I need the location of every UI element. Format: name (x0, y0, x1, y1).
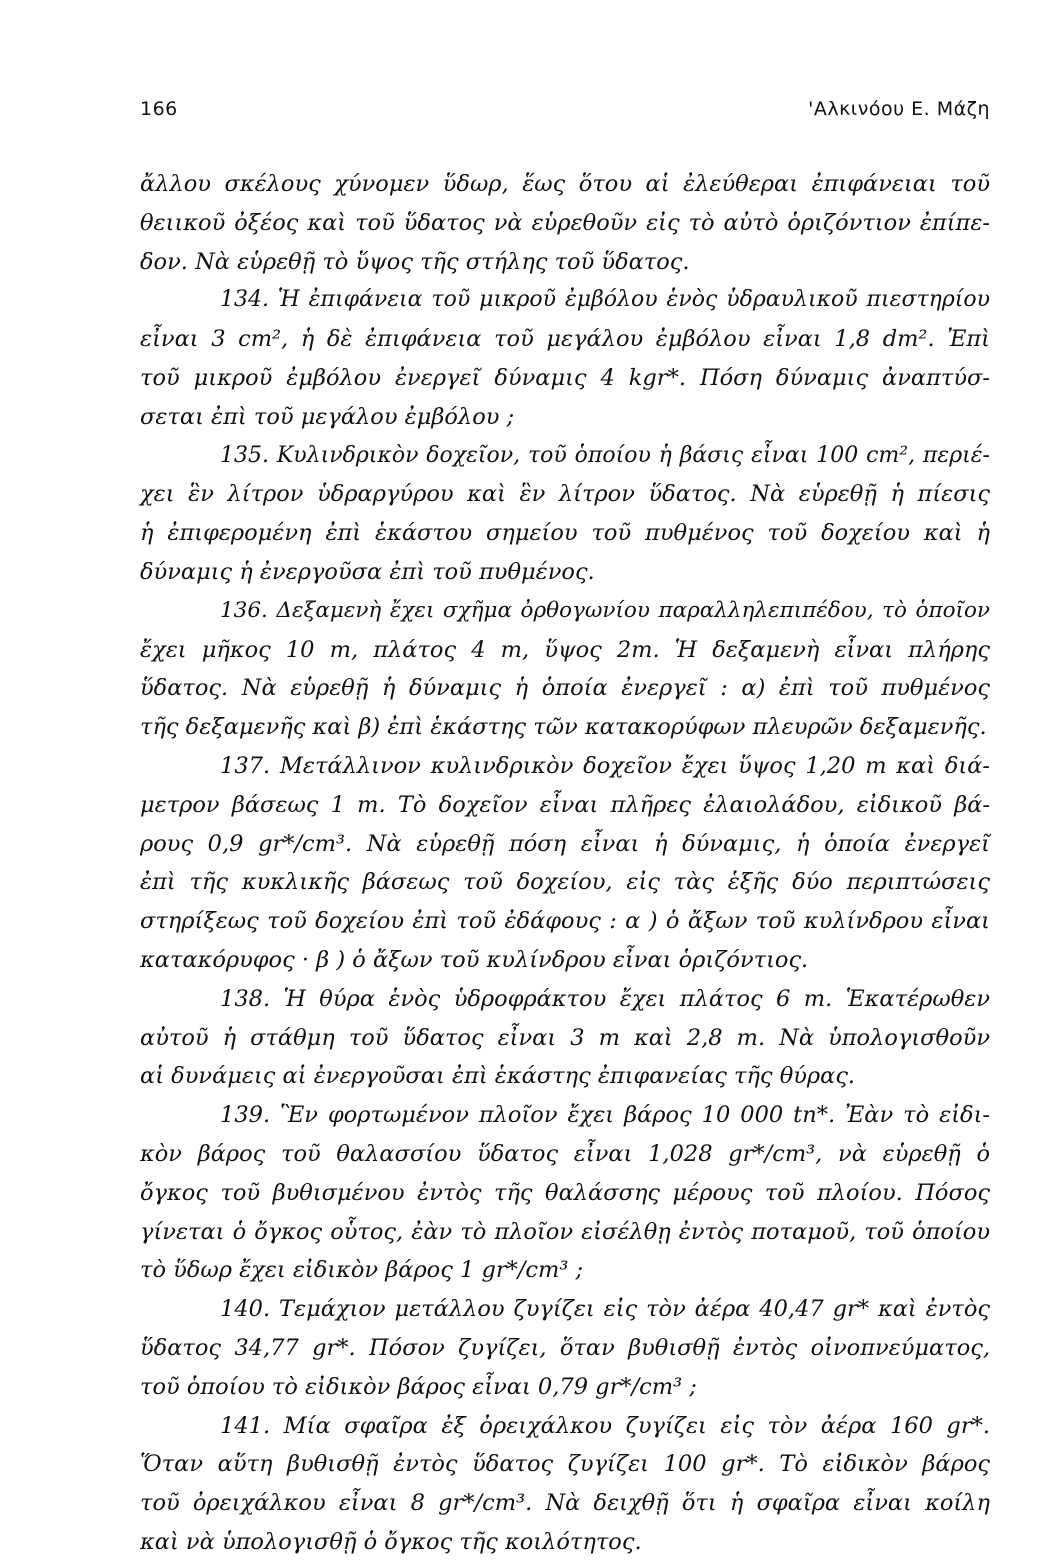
text-line: αἱ δυνάμεις αἱ ἐνεργοῦσαι ἐπὶ ἑκάστης ἐπιφανείας τῆς θύρας. (140, 1063, 856, 1090)
text-line: 137. Μετάλλινον κυλινδρικὸν δοχεῖον ἔχει ὕψος 1,20 m καὶ διά- (220, 752, 990, 779)
text-line: δον. Νὰ εὑρεθῇ τὸ ὕψος τῆς στήλης τοῦ ὕδατος. (140, 248, 690, 275)
text-line: τοῦ μικροῦ ἐμβόλου ἐνεργεῖ δύναμις 4 kgr*. Πόση δύναμις ἀναπτύσ- (140, 364, 990, 391)
text-line: τοῦ ὁποίου τὸ εἰδικὸν βάρος εἶναι 0,79 gr*/cm³ ; (140, 1373, 697, 1400)
text-line: 140. Τεμάχιον μετάλλου ζυγίζει εἰς τὸν ἀέρα 40,47 gr* καὶ ἐντὸς (220, 1296, 990, 1323)
text-line: 136. Δεξαμενὴ ἔχει σχῆμα ὀρθογωνίου παραλληλεπιπέδου, τὸ ὁποῖον (220, 597, 990, 623)
text-line: μετρον βάσεως 1 m. Τὸ δοχεῖον εἶναι πλῆρες ἐλαιολάδου, εἰδικοῦ βά- (140, 791, 990, 818)
text-line: στηρίξεως τοῦ δοχείου ἐπὶ τοῦ ἐδάφους : α ) ὁ ἄξων τοῦ κυλίνδρου εἶναι (140, 908, 990, 935)
text-line: 139. Ἓν φορτωμένον πλοῖον ἔχει βάρος 10 000 tn*. Ἐὰν τὸ εἰδι- (220, 1102, 990, 1129)
text-line: τῆς δεξαμενῆς καὶ β) ἐπὶ ἑκάστης τῶν κατακορύφων πλευρῶν δεξαμενῆς. (140, 714, 987, 741)
text-line: αὐτοῦ ἡ στάθμη τοῦ ὕδατος εἶναι 3 m καὶ 2,8 m. Νὰ ὑπολογισθοῦν (140, 1024, 990, 1051)
text-line: κατακόρυφος · β ) ὁ ἄξων τοῦ κυλίνδρου εἶναι ὁριζόντιος. (140, 946, 809, 973)
text-line: 141. Μία σφαῖρα ἐξ ὀρειχάλκου ζυγίζει εἰς τὸν ἀέρα 160 gr*. (220, 1412, 990, 1439)
running-title: 'Αλκινόου Ε. Μάζη (808, 98, 990, 120)
text-line: θειικοῦ ὀξέος καὶ τοῦ ὕδατος νὰ εὑρεθοῦν εἰς τὸ αὐτὸ ὁριζόντιον ἐπίπε- (140, 209, 990, 236)
text-line: 134. Ἡ ἐπιφάνεια τοῦ μικροῦ ἐμβόλου ἑνὸς ὑδραυλικοῦ πιεστηρίου (220, 287, 990, 313)
text-line: ἐπὶ τῆς κυκλικῆς βάσεως τοῦ δοχείου, εἰς τὰς ἑξῆς δύο περιπτώσεις (140, 869, 990, 896)
text-line: Ὅταν αὕτη βυθισθῇ ἐντὸς ὕδατος ζυγίζει 100 gr*. Τὸ εἰδικὸν βάρος (140, 1451, 990, 1478)
text-line: σεται ἐπὶ τοῦ μεγάλου ἐμβόλου ; (140, 403, 515, 430)
text-line: ἄλλου σκέλους χύνομεν ὕδωρ, ἕως ὅτου αἱ ἐλεύθεραι ἐπιφάνειαι τοῦ (140, 171, 990, 197)
page-number: 166 (140, 98, 178, 120)
text-line: ἡ ἐπιφερομένη ἐπὶ ἑκάστου σημείου τοῦ πυθμένος τοῦ δοχείου καὶ ἡ (140, 520, 990, 547)
text-line: κὸν βάρος τοῦ θαλασσίου ὕδατος εἶναι 1,028 gr*/cm³, νὰ εὑρεθῇ ὁ (140, 1140, 990, 1167)
text-line: γίνεται ὁ ὄγκος οὗτος, ἐὰν τὸ πλοῖον εἰσέλθῃ ἐντὸς ποταμοῦ, τοῦ ὁποίου (140, 1218, 990, 1245)
text-line: χει ἓν λίτρον ὑδραργύρου καὶ ἓν λίτρον ὕδατος. Νὰ εὑρεθῇ ἡ πίεσις (140, 481, 990, 508)
text-line: 138. Ἡ θύρα ἑνὸς ὑδροφράκτου ἔχει πλάτος 6 m. Ἑκατέρωθεν (220, 985, 990, 1012)
text-line: 135. Κυλινδρικὸν δοχεῖον, τοῦ ὁποίου ἡ βάσις εἶναι 100 cm², περιέ- (220, 442, 990, 468)
text-line: εἶναι 3 cm², ἡ δὲ ἐπιφάνεια τοῦ μεγάλου ἐμβόλου εἶναι 1,8 dm². Ἐπὶ (140, 326, 990, 353)
exercise-text (140, 165, 990, 1562)
text-line: καὶ νὰ ὑπολογισθῇ ὁ ὄγκος τῆς κοιλότητος. (140, 1528, 642, 1555)
text-line: δύναμις ἡ ἐνεργοῦσα ἐπὶ τοῦ πυθμένος. (140, 558, 595, 585)
text-line: ὕδατος 34,77 gr*. Πόσον ζυγίζει, ὅταν βυθισθῇ ἐντὸς οἰνοπνεύματος, (140, 1334, 990, 1361)
text-line: ἔχει μῆκος 10 m, πλάτος 4 m, ὕψος 2m. Ἡ δεξαμενὴ εἶναι πλήρης (140, 636, 990, 663)
text-line: ὄγκος τοῦ βυθισμένου ἐντὸς τῆς θαλάσσης μέρους τοῦ πλοίου. Πόσος (140, 1179, 990, 1206)
page-header (140, 98, 990, 130)
text-line: τὸ ὕδωρ ἔχει εἰδικὸν βάρος 1 gr*/cm³ ; (140, 1257, 584, 1284)
text-line: ρους 0,9 gr*/cm³. Νὰ εὑρεθῇ πόση εἶναι ἡ δύναμις, ἡ ὁποία ἐνεργεῖ (140, 830, 990, 857)
text-line: τοῦ ὀρειχάλκου εἶναι 8 gr*/cm³. Νὰ δειχθῇ ὅτι ἡ σφαῖρα εἶναι κοίλη (140, 1490, 990, 1517)
text-line: ὕδατος. Νὰ εὑρεθῇ ἡ δύναμις ἡ ὁποία ἐνεργεῖ : α) ἐπὶ τοῦ πυθμένος (140, 675, 990, 702)
